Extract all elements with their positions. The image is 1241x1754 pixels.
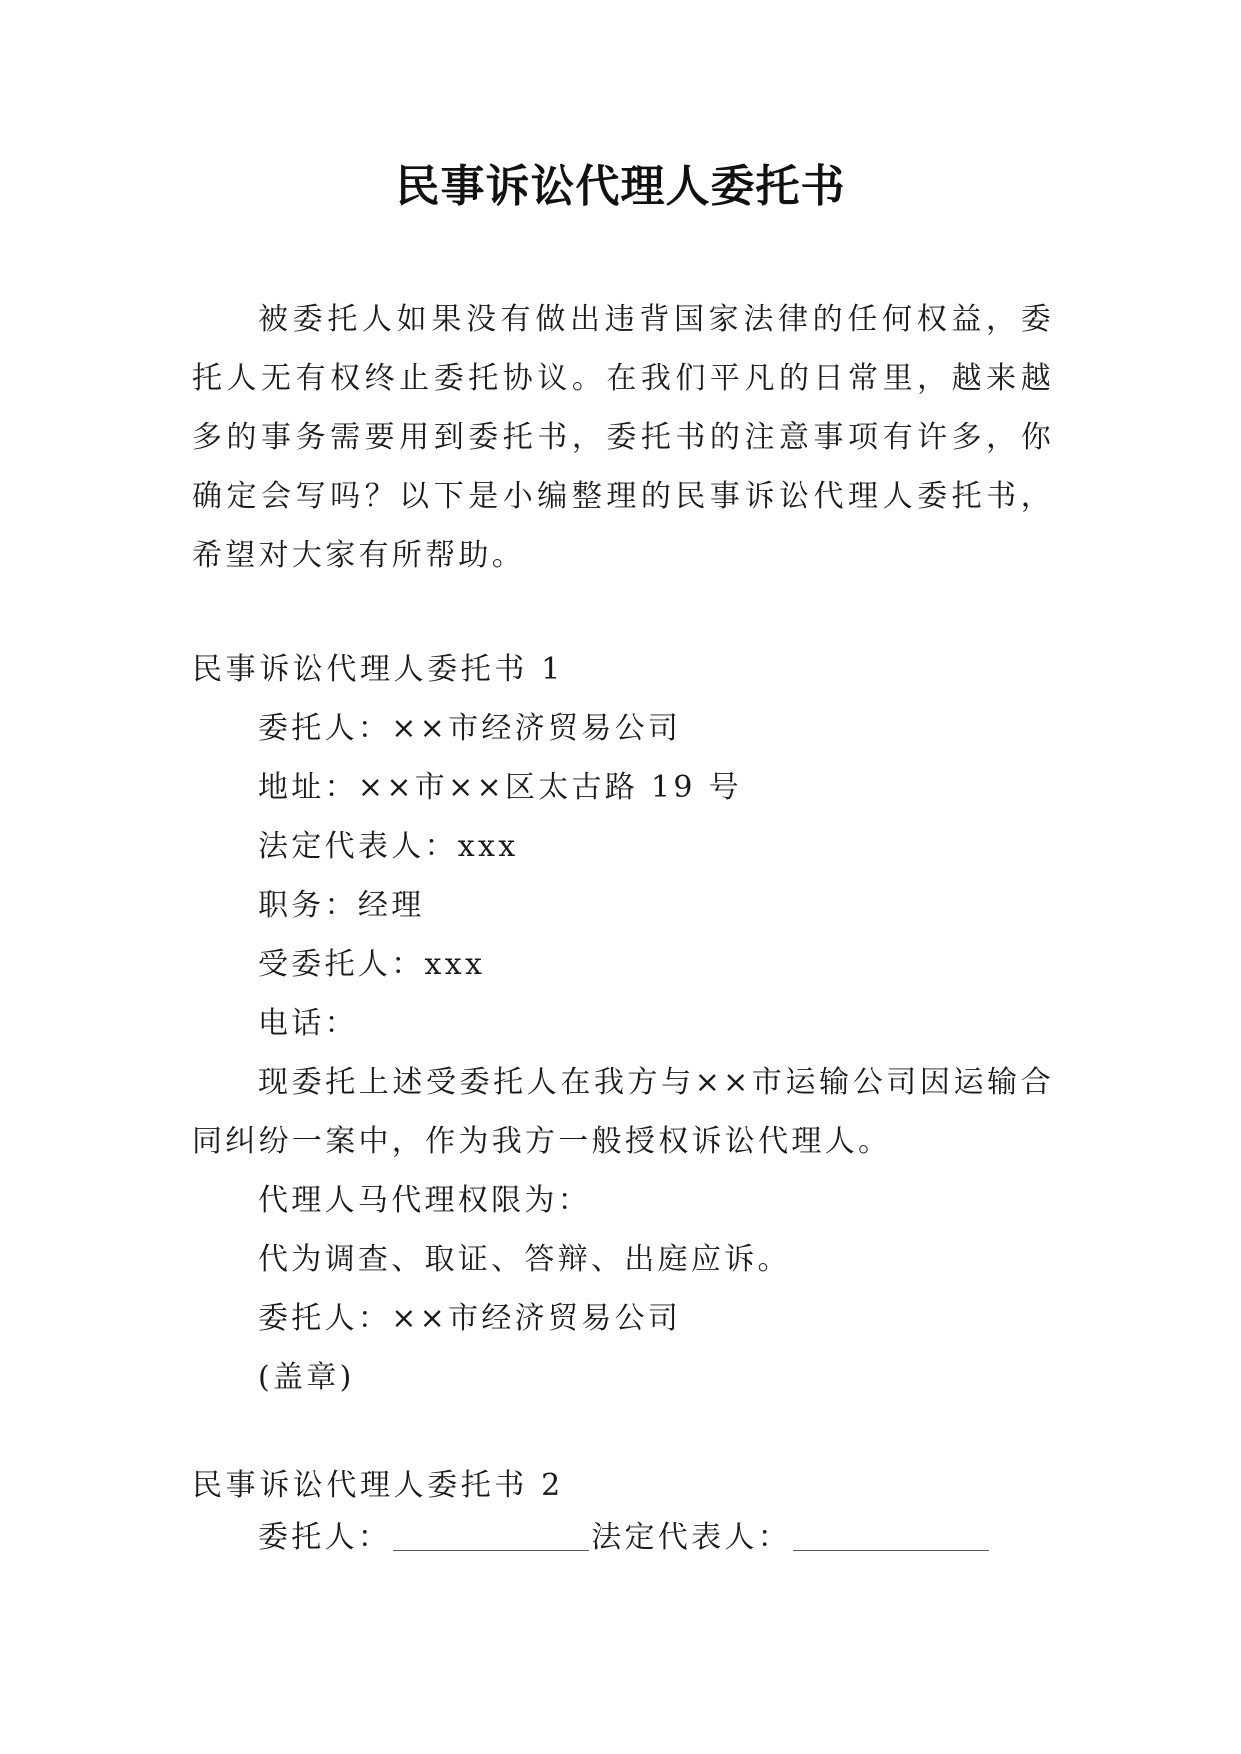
- legal-rep-line: 法定代表人：xxx: [258, 829, 519, 864]
- seal-line: (盖章): [258, 1360, 355, 1395]
- phone-line: 电话：: [258, 1006, 358, 1041]
- intro-paragraph: 被委托人如果没有做出违背国家法律的任何权益，委托人无有权终止委托协议。在我们平凡的日常里，越来越多的事务需要用到委托书，委托书的注意事项有许多，你确定会写吗？以下是小编整理的民事诉讼代理人委托书，希望对大家有所帮助。: [192, 302, 1054, 573]
- position-line: 职务：经理: [258, 888, 425, 923]
- principal-blank: [393, 1520, 589, 1551]
- principal-label: 委托人：: [258, 1520, 392, 1555]
- agent-line: 受委托人：xxx: [258, 947, 486, 982]
- statement-paragraph: 现委托上述受委托人在我方与××市运输公司因运输合同纠纷一案中，作为我方一般授权诉讼代理人。: [192, 1065, 1054, 1159]
- legal-rep-label: 法定代表人：: [591, 1520, 792, 1555]
- section-1-heading: 民事诉讼代理人委托书 1: [192, 652, 564, 687]
- document-title: 民事诉讼代理人委托书: [395, 161, 846, 212]
- principal-line: 委托人：××市经济贸易公司: [258, 711, 682, 746]
- section-2-form-line: [258, 1508, 991, 1567]
- section-1-body: [192, 699, 1054, 1407]
- authority-label-line: 代理人马代理权限为：: [258, 1183, 591, 1218]
- address-line: 地址：××市××区太古路 19 号: [258, 770, 742, 805]
- legal-rep-blank: [793, 1520, 989, 1551]
- authority-line: 代为调查、取证、答辩、出庭应诉。: [258, 1242, 791, 1277]
- signature-line: 委托人：××市经济贸易公司: [258, 1301, 682, 1336]
- section-2-heading: 民事诉讼代理人委托书 2: [192, 1468, 564, 1503]
